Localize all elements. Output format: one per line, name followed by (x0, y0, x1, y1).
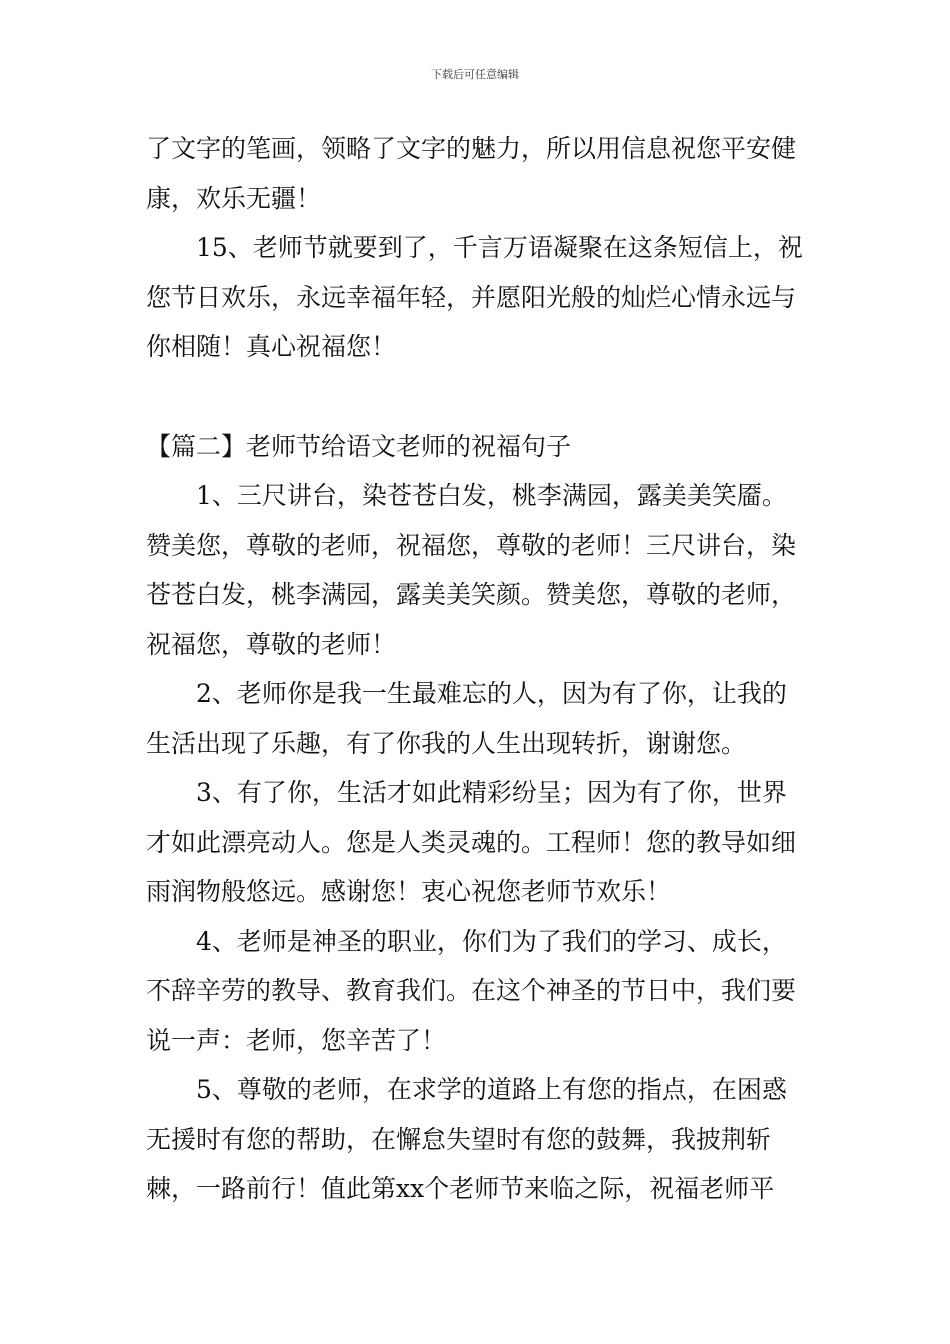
list-item-5: 5、尊敬的老师，在求学的道路上有您的指点，在困惑无援时有您的帮助，在懈怠失望时有您的鼓舞，我披荆斩棘，一路前行！值此第xx个老师节来临之际，祝福老师平 (146, 1075, 787, 1203)
list-item-1: 1、三尺讲台，染苍苍白发，桃李满园，露美美笑靥。赞美您，尊敬的老师，祝福您，尊敬的老师！三尺讲台，染苍苍白发，桃李满园，露美美笑颜。赞美您，尊敬的老师，祝福您，尊敬的老师！ (146, 481, 797, 659)
list-item-2: 2、老师你是我一生最难忘的人，因为有了你，让我的生活出现了乐趣，有了你我的人生出现转折，谢谢您。 (146, 679, 787, 758)
section-title: 【篇二】老师节给语文老师的祝福句子 (146, 431, 572, 461)
list-item-3: 3、有了你，生活才如此精彩纷呈；因为有了你，世界才如此漂亮动人。您是人类灵魂的。工程师！您的教导如细雨润物般悠远。感谢您！衷心祝您老师节欢乐！ (146, 778, 797, 906)
document-body (146, 124, 808, 1214)
list-item-4: 4、老师是神圣的职业，你们为了我们的学习、成长，不辞辛劳的教导、教育我们。在这个神圣的节日中，我们要说一声：老师，您辛苦了！ (146, 926, 797, 1055)
page-header-note: 下载后可任意编辑 (431, 68, 519, 81)
item-15-paragraph: 15、老师节就要到了，千言万语凝聚在这条短信上，祝您节日欢乐，永远幸福年轻，并愿阳光般的灿烂心情永远与你相随！真心祝福您！ (146, 233, 803, 361)
lead-paragraph: 了文字的笔画，领略了文字的魅力，所以用信息祝您平安健康，欢乐无疆！ (146, 134, 797, 213)
section-spacer (146, 372, 808, 422)
